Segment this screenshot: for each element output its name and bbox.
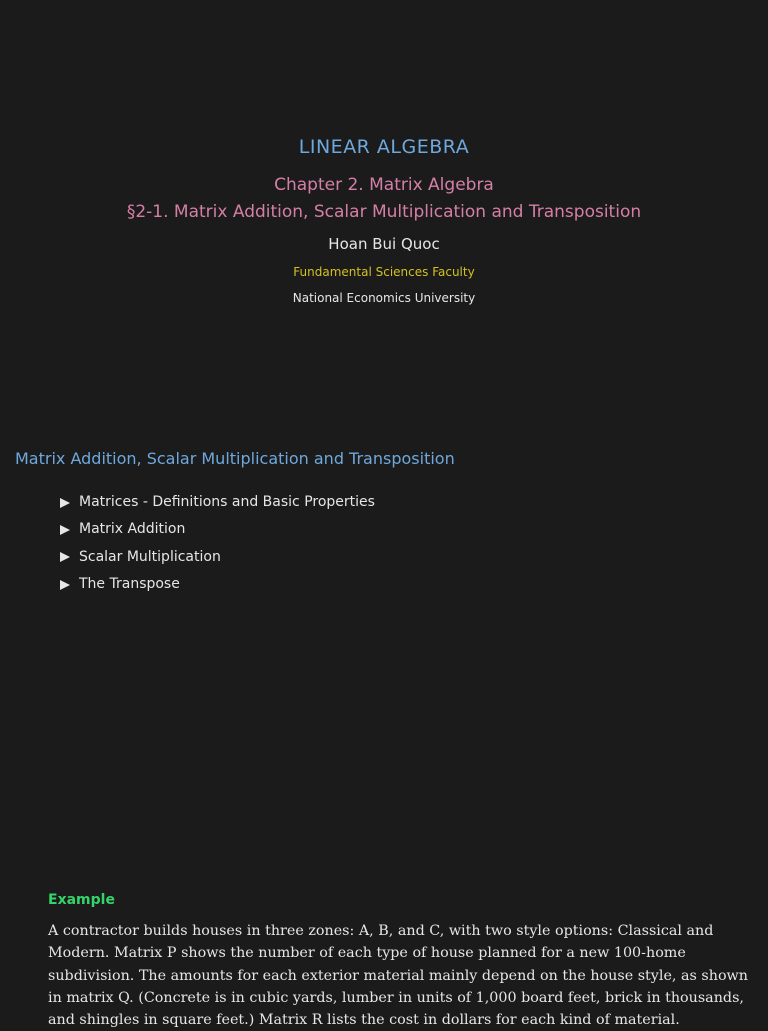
author-name: Hoan Bui Quoc — [328, 235, 440, 253]
example-body — [48, 920, 748, 1031]
toc-item — [60, 544, 375, 571]
toc-item — [60, 489, 375, 516]
university-name: National Economics University — [292, 291, 476, 305]
toc-list — [60, 489, 375, 598]
example-line: A contractor builds houses in three zones: A, B, and C, with two style options: Classical and — [48, 923, 714, 939]
chapter-title: Chapter 2. Matrix Algebra — [274, 175, 494, 195]
main-title: LINEAR ALGEBRA — [298, 136, 470, 158]
triangle-bullet-icon — [60, 580, 70, 590]
triangle-bullet-icon — [60, 552, 70, 562]
example-line: subdivision. The amounts for each exterior material mainly depend on the house style, as shown — [48, 967, 748, 984]
toc-heading: Matrix Addition, Scalar Multiplication and Transposition — [15, 449, 455, 468]
triangle-bullet-icon — [60, 498, 70, 508]
faculty-name: Fundamental Sciences Faculty — [293, 265, 475, 279]
toc-item-label: Matrices - Definitions and Basic Properties — [79, 494, 375, 510]
toc-item-label: Scalar Multiplication — [79, 548, 221, 565]
example-line: in matrix Q. (Concrete is in cubic yards, lumber in units of 1,000 board feet, brick in thousands, — [48, 989, 744, 1006]
section-title: §2-1. Matrix Addition, Scalar Multiplication and Transposition — [126, 202, 642, 222]
toc-item-label: Matrix Addition — [79, 521, 186, 538]
toc-item — [60, 571, 375, 598]
toc-item-label: The Transpose — [79, 575, 180, 592]
example-line: Modern. Matrix P shows the number of each type of house planned for a new 100-home — [48, 945, 686, 962]
toc-item — [60, 516, 375, 543]
triangle-bullet-icon — [60, 525, 70, 535]
example-label: Example — [48, 892, 115, 908]
title-block — [0, 132, 768, 307]
example-line: and shingles in square feet.) Matrix R lists the cost in dollars for each kind of material. — [48, 1012, 680, 1029]
